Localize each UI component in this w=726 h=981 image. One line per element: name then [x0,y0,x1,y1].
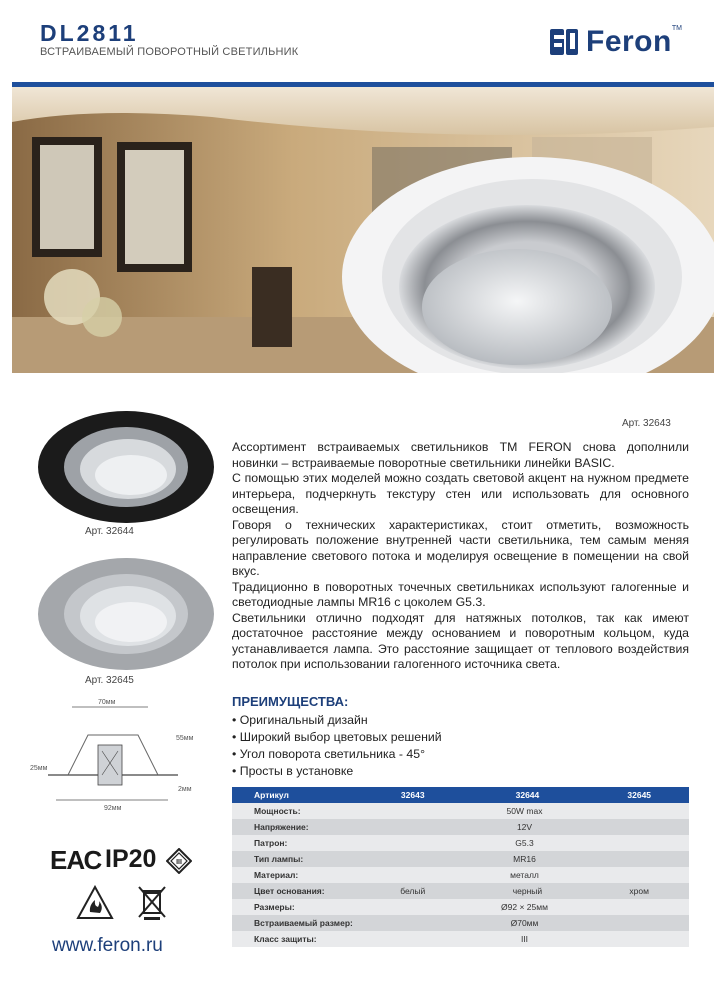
description-paragraph: Говоря о технических характеристиках, стоит отметить, возможность регулировать положение внутренней части светильника, тем самым меняя направление светового потока и моделируя освещение в помещении на свой вкус. [232,517,689,578]
dim-2-label: 2мм [178,786,192,793]
row-label: Размеры: [232,899,360,915]
art-label-main: Арт. 32643 [622,418,671,429]
row-value: хром [589,883,689,899]
table-row [232,867,689,883]
table-row [232,899,689,915]
description [232,440,689,673]
dim-55-label: 55мм [176,735,194,742]
table-row [232,883,689,899]
trademark: TM [671,24,682,32]
row-label: Тип лампы: [232,851,360,867]
feron-logo-icon [548,25,582,59]
row-value: G5.3 [360,835,689,851]
list-item: • Угол поворота светильника - 45° [232,746,442,763]
column-header: 32645 [589,787,689,803]
fire-safety-icon [76,885,114,926]
advantages-title: ПРЕИМУЩЕСТВА: [232,694,349,709]
art-label-chrome: Арт. 32645 [85,675,134,686]
row-value: MR16 [360,851,689,867]
ip-rating: IP20 [105,845,157,873]
crossed-bin-icon [136,883,168,926]
website-url: www.feron.ru [52,935,163,956]
table-header-row [232,787,689,803]
description-paragraph: С помощью этих моделей можно создать световой акцент на нужном предмете интерьера, подчеркнуть текстуру стен или использовать для основного освещения. [232,471,689,516]
advantages-list [232,712,442,780]
dim-25-label: 25мм [30,765,48,772]
hero-photo [12,87,714,373]
row-value: Ø92 × 25мм [360,899,689,915]
row-label: Напряжение: [232,819,360,835]
dim-92-label: 92мм [104,805,122,812]
row-value: черный [465,883,589,899]
description-paragraph: Светильники отлично подходят для натяжных потолков, так как имеют достаточное расстояние между основанием и поворотным кольцом, куда устанавливается лампа. Это расстояние защищает от теплового воздействия потолок при использовании галогенного источника света. [232,610,689,671]
row-label: Материал: [232,867,360,883]
row-label: Патрон: [232,835,360,851]
product-image-chrome [36,554,216,679]
row-value: белый [360,883,465,899]
class-iii-icon [166,848,192,879]
art-label-black: Арт. 32644 [85,526,134,537]
list-item: • Широкий выбор цветовых решений [232,729,442,746]
row-value: металл [360,867,689,883]
brand-logo [548,22,682,62]
table-row [232,803,689,819]
dim-70-label: 70мм [98,699,116,706]
row-label: Встраиваемый размер: [232,915,360,931]
product-image-black [36,405,216,530]
row-label: Класс защиты: [232,931,360,947]
table-row [232,819,689,835]
eac-mark: ЕАС [50,845,102,875]
spec-table [232,787,689,947]
class-iii-label: III [176,859,182,866]
model-number: DL2811 [40,20,139,46]
column-header: 32643 [360,787,465,803]
technical-drawing [28,695,198,825]
row-label: Цвет основания: [232,883,360,899]
column-header: Артикул [232,787,360,803]
row-value: 12V [360,819,689,835]
table-row [232,851,689,867]
list-item: • Оригинальный дизайн [232,712,442,729]
table-row [232,931,689,947]
row-label: Мощность: [232,803,360,819]
brand-name: Feron [586,25,672,58]
list-item: • Просты в установке [232,763,442,780]
row-value: Ø70мм [360,915,689,931]
row-value: III [360,931,689,947]
product-subtitle: ВСТРАИВАЕМЫЙ ПОВОРОТНЫЙ СВЕТИЛЬНИК [40,46,299,58]
column-header: 32644 [465,787,589,803]
table-row [232,835,689,851]
description-paragraph: Традиционно в поворотных точечных светильниках используют галогенные и светодиодные лампы MR16 с цоколем G5.3. [232,579,689,609]
description-paragraph: Ассортимент встраиваемых светильников ТМ FERON снова дополнили новинки – встраиваемые поворотные светильники линейки BASIC. [232,440,689,470]
row-value: 50W max [360,803,689,819]
table-row [232,915,689,931]
